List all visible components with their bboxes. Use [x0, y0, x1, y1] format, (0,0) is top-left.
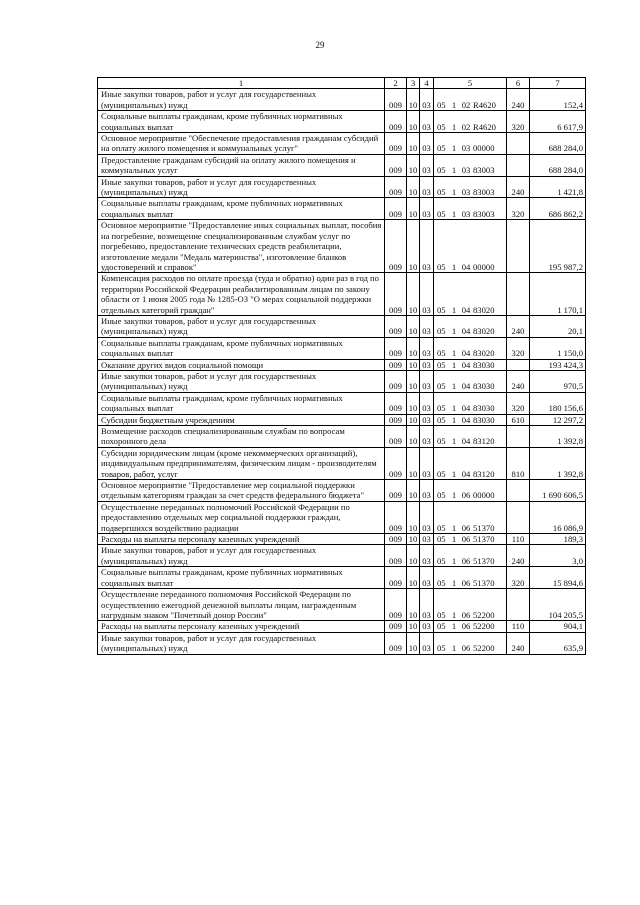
row-ved-code: 009 [385, 133, 407, 155]
target-article-part: 05 [437, 348, 446, 359]
target-article-part: 1 [451, 621, 457, 632]
row-section-code: 10 [407, 198, 420, 220]
target-article-part: 02 [461, 99, 471, 110]
row-amount: 104 205,5 [530, 589, 586, 621]
table-row [98, 545, 586, 567]
target-article-part: 05 [437, 143, 446, 154]
target-article-part: 06 [461, 609, 471, 620]
target-article-part: 00000 [473, 490, 495, 501]
row-name: Основное мероприятие "Предоставление иных социальных выплат, пособия на погребение, возмещение специализированным службам услуг по погребению, предоставление технических средств реабилитации, изготовление медали "Медаль материнства", изготовление бланков удостоверений и справок" [98, 220, 385, 273]
row-target-article [434, 176, 507, 198]
row-amount: 904,1 [530, 621, 586, 632]
table-row [98, 501, 586, 533]
row-target-article [434, 534, 507, 545]
row-ved-code: 009 [385, 370, 407, 392]
row-section-code: 10 [407, 392, 420, 414]
row-ved-code: 009 [385, 447, 407, 479]
row-ved-code: 009 [385, 392, 407, 414]
row-name: Осуществление переданных полномочий Российской Федерации по предоставлению отдельных мер социальной поддержки граждан, подвергшихся воздействию радиации [98, 501, 385, 533]
row-name: Иные закупки товаров, работ и услуг для государственных (муниципальных) нужд [98, 545, 385, 567]
target-article-part: 05 [437, 403, 446, 414]
target-article-part: 04 [461, 261, 471, 272]
target-article-part: 1 [451, 490, 457, 501]
target-article-part: 05 [437, 522, 446, 533]
table-row [98, 534, 586, 545]
row-target-article [434, 133, 507, 155]
row-subsection-code: 03 [420, 480, 434, 502]
target-article-part: 06 [461, 577, 471, 588]
row-target-article [434, 567, 507, 589]
row-name: Основное мероприятие "Обеспечение предоставления гражданам субсидий на оплату жилого помещения и коммунальных услуг" [98, 133, 385, 155]
page-number: 29 [315, 40, 325, 50]
row-target-article [434, 359, 507, 370]
row-amount: 180 156,6 [530, 392, 586, 414]
row-target-article [434, 480, 507, 502]
row-name: Социальные выплаты гражданам, кроме публичных нормативных социальных выплат [98, 567, 385, 589]
target-article-part: 83003 [473, 165, 495, 176]
table-header-row [98, 78, 586, 89]
row-name: Компенсация расходов по оплате проезда (туда и обратно) один раз в год по территории Российской Федерации реабилитированным лицам по закону области от 1 июня 2005 года № 1285-ОЗ "О мерах социальной поддержки отдельных категорий граждан" [98, 273, 385, 316]
row-section-code: 10 [407, 632, 420, 654]
row-section-code: 10 [407, 176, 420, 198]
target-article-part: R4620 [473, 99, 496, 110]
row-expense-type [507, 501, 530, 533]
target-article-part: 05 [437, 208, 446, 219]
table-row [98, 337, 586, 359]
target-article-part: 83030 [473, 414, 495, 425]
target-article-part: 05 [437, 165, 446, 176]
target-article-part: 52200 [473, 609, 495, 620]
target-article-part: 05 [437, 643, 446, 654]
target-article-part: 00000 [473, 143, 495, 154]
row-section-code: 10 [407, 315, 420, 337]
target-article-part: 1 [451, 143, 457, 154]
column-header: 2 [385, 78, 407, 89]
target-article-part: 00000 [473, 261, 495, 272]
row-target-article [434, 447, 507, 479]
row-section-code: 10 [407, 273, 420, 316]
row-name: Возмещение расходов специализированным службам по вопросам похоронного дела [98, 426, 385, 448]
row-target-article [434, 89, 507, 111]
table-row [98, 154, 586, 176]
row-name: Социальные выплаты гражданам, кроме публичных нормативных социальных выплат [98, 111, 385, 133]
row-expense-type: 320 [507, 567, 530, 589]
row-name: Предоставление гражданам субсидий на оплату жилого помещения и коммунальных услуг [98, 154, 385, 176]
row-ved-code: 009 [385, 359, 407, 370]
row-target-article [434, 154, 507, 176]
target-article-part: 83020 [473, 304, 495, 315]
target-article-part: 1 [451, 555, 457, 566]
row-ved-code: 009 [385, 154, 407, 176]
row-target-article [434, 273, 507, 316]
target-article-part: 83120 [473, 436, 495, 447]
row-expense-type: 320 [507, 111, 530, 133]
row-section-code: 10 [407, 534, 420, 545]
row-expense-type [507, 220, 530, 273]
row-amount: 1 392,8 [530, 426, 586, 448]
target-article-part: 83030 [473, 403, 495, 414]
row-name: Расходы на выплаты персоналу казенных учреждений [98, 534, 385, 545]
target-article-part: 51370 [473, 555, 495, 566]
target-article-part: 1 [451, 522, 457, 533]
row-subsection-code: 03 [420, 426, 434, 448]
row-ved-code: 009 [385, 501, 407, 533]
row-subsection-code: 03 [420, 220, 434, 273]
row-ved-code: 009 [385, 534, 407, 545]
row-expense-type: 240 [507, 89, 530, 111]
target-article-part: 1 [451, 121, 457, 132]
row-amount: 688 284,0 [530, 154, 586, 176]
target-article-part: 03 [461, 165, 471, 176]
row-name: Оказание других видов социальной помощи [98, 359, 385, 370]
table-row [98, 447, 586, 479]
row-expense-type: 320 [507, 198, 530, 220]
row-subsection-code: 03 [420, 414, 434, 425]
row-ved-code: 009 [385, 315, 407, 337]
target-article-part: 06 [461, 643, 471, 654]
table-row [98, 567, 586, 589]
row-section-code: 10 [407, 426, 420, 448]
target-article-part: 03 [461, 143, 471, 154]
row-ved-code: 009 [385, 176, 407, 198]
target-article-part: 83120 [473, 468, 495, 479]
table-row [98, 359, 586, 370]
row-section-code: 10 [407, 154, 420, 176]
row-target-article [434, 621, 507, 632]
row-section-code: 10 [407, 220, 420, 273]
row-subsection-code: 03 [420, 273, 434, 316]
target-article-part: 04 [461, 348, 471, 359]
row-target-article [434, 337, 507, 359]
target-article-part: 1 [451, 577, 457, 588]
target-article-part: 1 [451, 165, 457, 176]
table-row [98, 426, 586, 448]
target-article-part: 04 [461, 381, 471, 392]
row-subsection-code: 03 [420, 632, 434, 654]
row-amount: 189,3 [530, 534, 586, 545]
row-subsection-code: 03 [420, 534, 434, 545]
target-article-part: R4620 [473, 121, 496, 132]
target-article-part: 83003 [473, 187, 495, 198]
target-article-part: 1 [451, 414, 457, 425]
row-section-code: 10 [407, 567, 420, 589]
target-article-part: 06 [461, 522, 471, 533]
target-article-part: 1 [451, 609, 457, 620]
row-name: Социальные выплаты гражданам, кроме публичных нормативных социальных выплат [98, 392, 385, 414]
column-header: 5 [434, 78, 507, 89]
row-section-code: 10 [407, 359, 420, 370]
row-ved-code: 009 [385, 632, 407, 654]
row-subsection-code: 03 [420, 447, 434, 479]
row-subsection-code: 03 [420, 370, 434, 392]
target-article-part: 05 [437, 304, 446, 315]
row-ved-code: 009 [385, 198, 407, 220]
target-article-part: 05 [437, 436, 446, 447]
row-ved-code: 009 [385, 414, 407, 425]
row-amount: 1 392,8 [530, 447, 586, 479]
row-expense-type: 240 [507, 315, 530, 337]
table-row [98, 220, 586, 273]
column-header: 1 [98, 78, 385, 89]
target-article-part: 1 [451, 643, 457, 654]
row-section-code: 10 [407, 89, 420, 111]
target-article-part: 1 [451, 534, 457, 545]
row-expense-type: 810 [507, 447, 530, 479]
target-article-part: 05 [437, 468, 446, 479]
target-article-part: 05 [437, 609, 446, 620]
row-subsection-code: 03 [420, 567, 434, 589]
row-amount: 688 284,0 [530, 133, 586, 155]
row-section-code: 10 [407, 621, 420, 632]
row-amount: 195 987,2 [530, 220, 586, 273]
table-row [98, 632, 586, 654]
row-subsection-code: 03 [420, 154, 434, 176]
row-name: Иные закупки товаров, работ и услуг для государственных (муниципальных) нужд [98, 632, 385, 654]
target-article-part: 05 [437, 99, 446, 110]
row-expense-type: 110 [507, 534, 530, 545]
target-article-part: 83030 [473, 381, 495, 392]
table-row [98, 198, 586, 220]
table-row [98, 133, 586, 155]
row-section-code: 10 [407, 133, 420, 155]
row-expense-type [507, 273, 530, 316]
row-amount: 6 617,9 [530, 111, 586, 133]
row-expense-type [507, 426, 530, 448]
target-article-part: 1 [451, 99, 457, 110]
target-article-part: 05 [437, 121, 446, 132]
target-article-part: 1 [451, 304, 457, 315]
target-article-part: 06 [461, 555, 471, 566]
target-article-part: 03 [461, 187, 471, 198]
row-expense-type [507, 359, 530, 370]
target-article-part: 04 [461, 414, 471, 425]
target-article-part: 83030 [473, 359, 495, 370]
target-article-part: 05 [437, 490, 446, 501]
row-subsection-code: 03 [420, 198, 434, 220]
row-target-article [434, 220, 507, 273]
row-name: Субсидии бюджетным учреждениям [98, 414, 385, 425]
row-ved-code: 009 [385, 337, 407, 359]
row-name: Иные закупки товаров, работ и услуг для государственных (муниципальных) нужд [98, 315, 385, 337]
row-name: Социальные выплаты гражданам, кроме публичных нормативных социальных выплат [98, 337, 385, 359]
target-article-part: 1 [451, 436, 457, 447]
target-article-part: 05 [437, 381, 446, 392]
row-amount: 15 894,6 [530, 567, 586, 589]
row-amount: 16 086,9 [530, 501, 586, 533]
row-ved-code: 009 [385, 89, 407, 111]
column-header: 7 [530, 78, 586, 89]
table-row [98, 315, 586, 337]
target-article-part: 05 [437, 187, 446, 198]
row-target-article [434, 414, 507, 425]
table-row [98, 621, 586, 632]
row-name: Осуществление переданного полномочия Российской Федерации по осуществлению ежегодной денежной выплаты лицам, награжденным нагрудным знаком "Почетный донор России" [98, 589, 385, 621]
target-article-part: 05 [437, 359, 446, 370]
row-target-article [434, 392, 507, 414]
row-section-code: 10 [407, 337, 420, 359]
row-subsection-code: 03 [420, 176, 434, 198]
target-article-part: 51370 [473, 534, 495, 545]
row-subsection-code: 03 [420, 133, 434, 155]
row-section-code: 10 [407, 111, 420, 133]
row-name: Расходы на выплаты персоналу казенных учреждений [98, 621, 385, 632]
target-article-part: 04 [461, 304, 471, 315]
row-subsection-code: 03 [420, 315, 434, 337]
row-subsection-code: 03 [420, 337, 434, 359]
row-subsection-code: 03 [420, 111, 434, 133]
row-amount: 1 690 606,5 [530, 480, 586, 502]
row-target-article [434, 501, 507, 533]
column-header: 4 [420, 78, 434, 89]
row-expense-type: 110 [507, 621, 530, 632]
target-article-part: 05 [437, 577, 446, 588]
row-amount: 1 150,0 [530, 337, 586, 359]
target-article-part: 1 [451, 359, 457, 370]
row-name: Иные закупки товаров, работ и услуг для государственных (муниципальных) нужд [98, 370, 385, 392]
row-target-article [434, 632, 507, 654]
target-article-part: 1 [451, 403, 457, 414]
target-article-part: 06 [461, 621, 471, 632]
row-subsection-code: 03 [420, 359, 434, 370]
table-row [98, 176, 586, 198]
target-article-part: 83020 [473, 326, 495, 337]
row-target-article [434, 111, 507, 133]
row-amount: 3,0 [530, 545, 586, 567]
target-article-part: 1 [451, 348, 457, 359]
row-amount: 20,1 [530, 315, 586, 337]
row-target-article [434, 198, 507, 220]
row-section-code: 10 [407, 447, 420, 479]
row-section-code: 10 [407, 545, 420, 567]
target-article-part: 51370 [473, 577, 495, 588]
row-ved-code: 009 [385, 273, 407, 316]
row-name: Социальные выплаты гражданам, кроме публичных нормативных социальных выплат [98, 198, 385, 220]
target-article-part: 06 [461, 490, 471, 501]
table-row [98, 111, 586, 133]
row-expense-type: 320 [507, 337, 530, 359]
row-ved-code: 009 [385, 480, 407, 502]
target-article-part: 04 [461, 403, 471, 414]
row-name: Иные закупки товаров, работ и услуг для государственных (муниципальных) нужд [98, 176, 385, 198]
row-expense-type: 610 [507, 414, 530, 425]
target-article-part: 05 [437, 621, 446, 632]
target-article-part: 1 [451, 468, 457, 479]
row-section-code: 10 [407, 589, 420, 621]
table-row [98, 480, 586, 502]
table-row [98, 589, 586, 621]
row-subsection-code: 03 [420, 545, 434, 567]
row-name: Основное мероприятие "Предоставление мер социальной поддержки отдельным категориям граждан за счет средств федерального бюджета" [98, 480, 385, 502]
column-header: 6 [507, 78, 530, 89]
row-subsection-code: 03 [420, 501, 434, 533]
target-article-part: 03 [461, 208, 471, 219]
target-article-part: 04 [461, 359, 471, 370]
row-expense-type: 240 [507, 545, 530, 567]
row-target-article [434, 315, 507, 337]
target-article-part: 52200 [473, 621, 495, 632]
target-article-part: 04 [461, 326, 471, 337]
row-ved-code: 009 [385, 545, 407, 567]
row-ved-code: 009 [385, 220, 407, 273]
row-expense-type: 240 [507, 176, 530, 198]
target-article-part: 05 [437, 534, 446, 545]
row-subsection-code: 03 [420, 621, 434, 632]
row-expense-type [507, 589, 530, 621]
target-article-part: 04 [461, 468, 471, 479]
row-section-code: 10 [407, 501, 420, 533]
row-ved-code: 009 [385, 567, 407, 589]
row-expense-type [507, 133, 530, 155]
row-subsection-code: 03 [420, 89, 434, 111]
target-article-part: 02 [461, 121, 471, 132]
target-article-part: 05 [437, 414, 446, 425]
row-section-code: 10 [407, 480, 420, 502]
row-section-code: 10 [407, 414, 420, 425]
target-article-part: 1 [451, 261, 457, 272]
target-article-part: 83020 [473, 348, 495, 359]
row-expense-type: 320 [507, 392, 530, 414]
target-article-part: 04 [461, 436, 471, 447]
row-ved-code: 009 [385, 589, 407, 621]
row-expense-type [507, 154, 530, 176]
row-target-article [434, 370, 507, 392]
row-name: Субсидии юридическим лицам (кроме некоммерческих организаций), индивидуальным предпринимателям, физическим лицам - производителям товаров, работ, услуг [98, 447, 385, 479]
target-article-part: 52200 [473, 643, 495, 654]
row-ved-code: 009 [385, 426, 407, 448]
target-article-part: 06 [461, 534, 471, 545]
row-amount: 1 170,1 [530, 273, 586, 316]
target-article-part: 1 [451, 326, 457, 337]
target-article-part: 83003 [473, 208, 495, 219]
row-expense-type [507, 480, 530, 502]
table-row [98, 273, 586, 316]
row-ved-code: 009 [385, 111, 407, 133]
target-article-part: 1 [451, 208, 457, 219]
table-row [98, 392, 586, 414]
row-amount: 12 297,2 [530, 414, 586, 425]
row-amount: 1 421,8 [530, 176, 586, 198]
budget-table [97, 77, 586, 655]
column-header: 3 [407, 78, 420, 89]
row-section-code: 10 [407, 370, 420, 392]
row-amount: 193 424,3 [530, 359, 586, 370]
table-row [98, 89, 586, 111]
row-amount: 686 862,2 [530, 198, 586, 220]
row-subsection-code: 03 [420, 392, 434, 414]
row-subsection-code: 03 [420, 589, 434, 621]
row-target-article [434, 589, 507, 621]
target-article-part: 05 [437, 555, 446, 566]
row-amount: 970,5 [530, 370, 586, 392]
row-expense-type: 240 [507, 370, 530, 392]
target-article-part: 05 [437, 261, 446, 272]
table-row [98, 414, 586, 425]
row-amount: 635,9 [530, 632, 586, 654]
row-amount: 152,4 [530, 89, 586, 111]
row-ved-code: 009 [385, 621, 407, 632]
row-target-article [434, 426, 507, 448]
target-article-part: 05 [437, 326, 446, 337]
target-article-part: 1 [451, 381, 457, 392]
row-target-article [434, 545, 507, 567]
table-row [98, 370, 586, 392]
target-article-part: 51370 [473, 522, 495, 533]
row-expense-type: 240 [507, 632, 530, 654]
row-name: Иные закупки товаров, работ и услуг для государственных (муниципальных) нужд [98, 89, 385, 111]
target-article-part: 1 [451, 187, 457, 198]
